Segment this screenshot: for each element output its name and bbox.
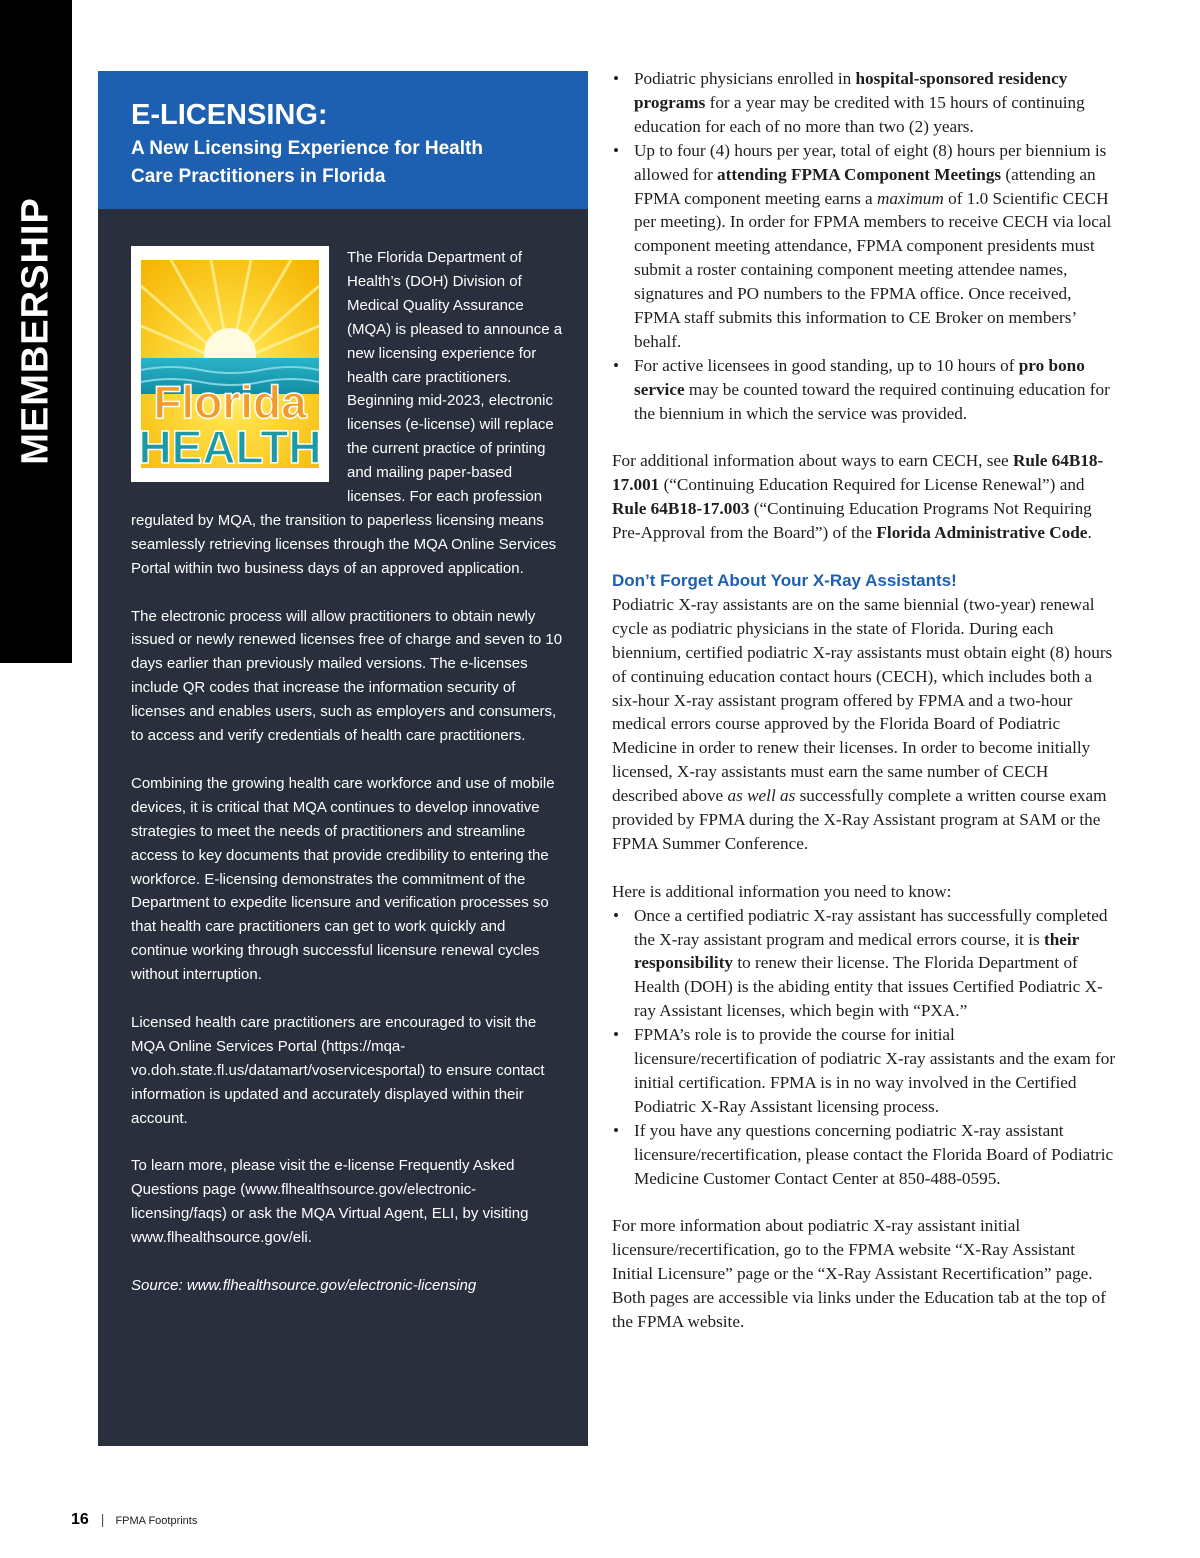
logo-word-health: HEALTH	[138, 421, 322, 473]
sidebar-header	[98, 71, 588, 209]
list-item: • For active licensees in good standing, up to 10 hours of pro bono service may be counted toward the required continuing education for the biennium in which the service was provided.	[612, 354, 1117, 426]
list-item: • Podiatric physicians enrolled in hospital-sponsored residency programs for a year may be credited with 15 hours of continuing education for each of no more than two (2) years.	[612, 67, 1117, 139]
sidebar-paragraph-portal: Licensed health care practitioners are encouraged to visit the MQA Online Services Portal (https://mqa-vo.doh.state.fl.us/datamart/voservicesportal) to ensure contact information is updated and accurately displayed within their account.	[131, 1013, 545, 1127]
paragraph-xray-assistants: Podiatric X-ray assistants are on the same biennial (two-year) renewal cycle as podiatric physicians in the state of Florida. During each biennium, certified podiatric X-ray assistants must obtain eight (8) hours of continuing education contact hours (CECH), which includes both a six-hour X-ray assistant program offered by FPMA and a two-hour medical errors course approved by the Florida Board of Podiatric Medicine in order to renew their licenses. In order to become initially licensed, X-ray assistants must earn the same number of CECH described above as well as successfully complete a written course exam provided by FPMA during the X-Ray Assistant program at SAM or the FPMA Summer Conference.	[612, 594, 1113, 853]
list-item: • FPMA’s role is to provide the course for initial licensure/recertification of podiatric X-ray assistants and the exam for initial certification. FPMA is in no way involved in the Certified Podiatric X-Ray Assistant licensing process.	[612, 1023, 1117, 1119]
paragraph-need-to-know: Here is additional information you need to know:	[612, 881, 952, 901]
logo-word-florida: Florida	[153, 376, 307, 428]
cech-bullet-list	[612, 67, 1117, 426]
xray-bullet-list	[612, 904, 1117, 1191]
sidebar-paragraph-learn-more: To learn more, please visit the e-license Frequently Asked Questions page (www.flhealthsource.gov/electronic-licensing/faqs) or ask the MQA Virtual Agent, ELI, by visiting www.flhealthsource.gov/eli.	[131, 1157, 529, 1247]
sidebar-subtitle-line-2: Care Practitioners in Florida	[131, 166, 386, 187]
publication-name: FPMA Footprints	[115, 1515, 198, 1527]
sidebar-subtitle-line-1: A New Licensing Experience for Health	[131, 138, 483, 159]
sidebar-article	[98, 71, 588, 1446]
sidebar-subtitle	[131, 135, 568, 191]
florida-health-logo-art	[131, 246, 329, 482]
section-tab	[0, 0, 72, 663]
sidebar-source: Source: www.flhealthsource.gov/electronic-licensing	[131, 1276, 477, 1294]
list-item: • Up to four (4) hours per year, total of eight (8) hours per biennium is allowed for attending FPMA Component Meetings (attending an FPMA component meeting earns a maximum of 1.0 Scientific CECH per meeting). In order for FPMA members to receive CECH via local component meeting attendance, FPMA component presidents must submit a roster containing component meeting attendee names, signatures and PO numbers to the FPMA office. Once received, FPMA staff submits this information to CE Broker on members’ behalf.	[612, 139, 1117, 354]
sidebar-title: E-LICENSING:	[131, 99, 328, 131]
paragraph-more-information: For more information about podiatric X-ray assistant initial licensure/recertification, go to the FPMA website “X-Ray Assistant Initial Licensure” page or the “X-Ray Assistant Recertification” page. Both pages are accessible via links under the Education tab at the top of the FPMA website.	[612, 1216, 1106, 1332]
sidebar-paragraph-workforce: Combining the growing health care workforce and use of mobile devices, it is critical that MQA continues to develop innovative strategies to meet the needs of practitioners and streamline access to key documents that provide credibility to entering the workforce. E-licensing demonstrates the commitment of the Department to expedite licensure and verification processes so that health care practitioners can get to work quickly and continue working through successful licensure renewal cycles without interruption.	[131, 774, 555, 984]
florida-health-logo	[131, 246, 329, 482]
xray-section-heading: Don’t Forget About Your X-Ray Assistants!	[612, 571, 957, 590]
paragraph-cech-rules: For additional information about ways to earn CECH, see Rule 64B18-17.001 (“Continuing Education Required for License Renewal”) and Rule 64B18-17.003 (“Continuing Education Programs Not Requiring Pre-Approval from the Board”) of the Florida Administrative Code.	[612, 451, 1104, 543]
page-number: 16	[71, 1511, 89, 1528]
page-footer	[71, 1511, 197, 1529]
sidebar-paragraph-electronic-process: The electronic process will allow practitioners to obtain newly issued or newly renewed licenses free of charge and seven to 10 days earlier than previously mailed versions. The e-licenses include QR codes that increase the information security of licenses and enables users, such as employers and consumers, to access and verify credentials of health care practitioners.	[131, 607, 563, 745]
footer-separator: |	[100, 1511, 105, 1527]
sidebar-body	[131, 246, 563, 1322]
section-tab-label: MEMBERSHIP	[14, 197, 57, 465]
sidebar-paragraph-intro: The Florida Department of Health’s (DOH) Division of Medical Quality Assurance (MQA) is pleased to announce a new licensing experience for health care practitioners. Beginning mid-2023, electronic licenses (e-license) will replace the current practice of printing and mailing paper-based licenses. For each profession regulated by MQA, the transition to paperless licensing means seamlessly retrieving licenses through the MQA Online Services Portal within two business days of an approved application.	[131, 249, 563, 577]
list-item: • Once a certified podiatric X-ray assistant has successfully completed the X-ray assistant program and medical errors course, it is their responsibility to renew their license. The Florida Department of Health (DOH) is the abiding entity that issues Certified Podiatric X-ray Assistant licenses, which begin with “PXA.”	[612, 904, 1117, 1024]
main-column	[612, 67, 1117, 1358]
list-item: • If you have any questions concerning podiatric X-ray assistant licensure/recertification, please contact the Florida Board of Podiatric Medicine Customer Contact Center at 850-488-0595.	[612, 1119, 1117, 1191]
